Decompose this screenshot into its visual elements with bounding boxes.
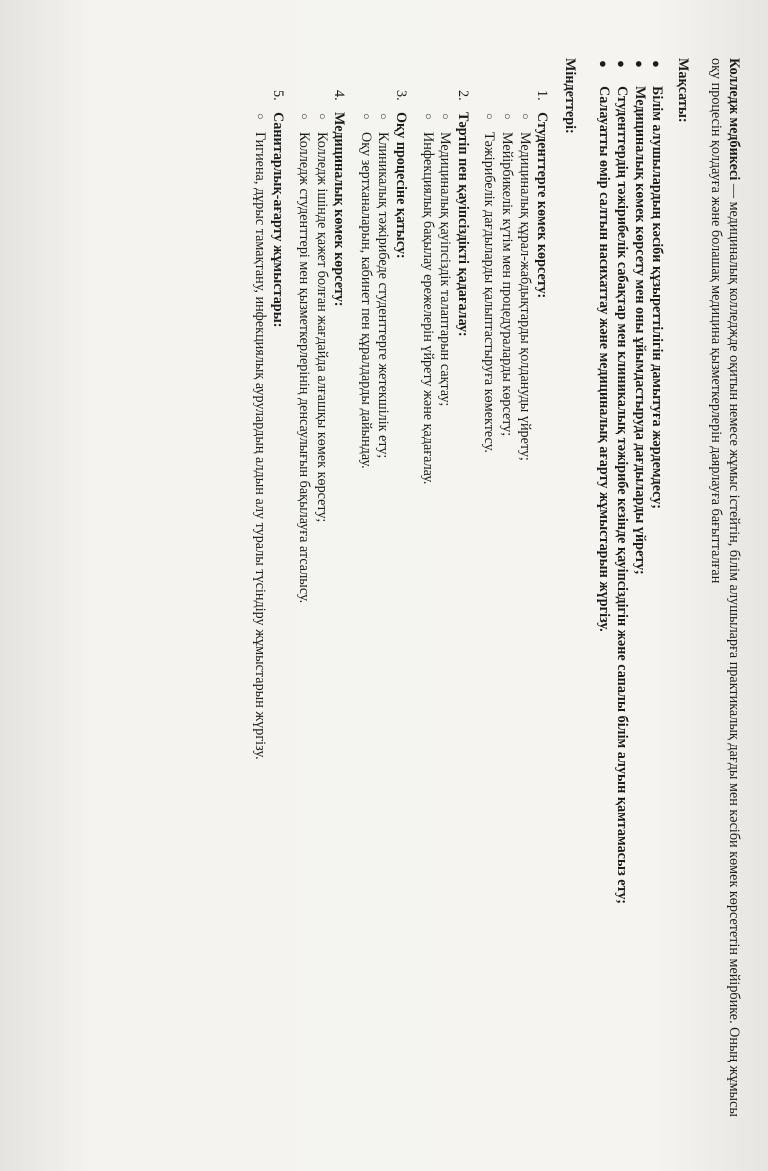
task-subitem [374, 112, 392, 1118]
goal-text: Студенттердің тәжірибелік сабақтар мен клиникалық тәжірибе кезінде қауіпсіздігін және сапалы білім алуын қамтамасыз ету; [614, 86, 631, 904]
goal-text: Білім алушылардың кәсіби құзыреттілігін дамытуға жәрдемдесу; [649, 86, 666, 509]
circle-bullet-icon: ○ [518, 113, 531, 120]
task-number: 3. [393, 90, 410, 101]
task-subitem-text: Мейірбикелік күтім мен процедураларды көрсету; [499, 132, 516, 437]
circle-bullet-icon: ○ [421, 113, 434, 120]
task-subitem [295, 112, 313, 1118]
intro-text: — медициналық колледжде оқитын немесе жұмыс істейтін, білім алушыларға практикалық дағды мен кәсіби көмек көрсететін мейірбике. Оның жұмысы оқу процесін қолдауға және болашақ медицина қызметкерлерін даярлауға бағытталған [708, 58, 742, 1117]
task-subitem-text: Колледж ішінде қажет болған жағдайда алғашқы көмек көрсету; [313, 132, 330, 523]
circle-bullet-icon: ○ [501, 113, 514, 120]
circle-bullet-icon: ○ [298, 113, 311, 120]
task-number: 4. [331, 90, 348, 101]
task-number: 1. [534, 90, 551, 101]
intro-paragraph [707, 58, 742, 1118]
goal-item [630, 58, 648, 1118]
goal-item [595, 58, 613, 1118]
task-subitem-text: Клиникалық тәжірибеде студенттерге жетекшілік ету; [375, 132, 392, 459]
circle-bullet-icon: ○ [359, 113, 372, 120]
tasks-list [250, 58, 550, 1118]
task-item [356, 58, 409, 1118]
task-title: Тәртіп пен қауіпсіздікті қадағалау: [454, 112, 471, 337]
task-subitem [250, 112, 268, 1118]
task-title: Медициналық көмек көрсету: [331, 112, 348, 307]
circle-bullet-icon: ○ [483, 113, 496, 120]
goal-item [612, 58, 630, 1118]
task-subitems [418, 112, 453, 1118]
goals-heading: Мақсаты: [674, 58, 691, 123]
task-item [480, 58, 550, 1118]
task-subitem-text: Тәжірибелік дағдыларды қалыптастыруға көмектесу. [481, 132, 498, 453]
task-subitem [436, 112, 454, 1118]
bullet-icon: ● [631, 60, 647, 68]
goal-text: Салауатты өмір салтын насихаттау және медициналық ағарту жұмыстарын жүргізу. [596, 86, 613, 632]
task-subitem [312, 112, 330, 1118]
task-subitem [497, 112, 515, 1118]
task-subitem-text: Колледж студенттері мен қызметкерлерінің денсаулығын бақылауға атсалысу. [296, 132, 313, 604]
task-subitems [295, 112, 330, 1118]
task-subitems [356, 112, 391, 1118]
task-number: 2. [454, 90, 471, 101]
task-subitem-text: Оқу зертханаларын, кабинет пен құралдарды дайындау. [357, 132, 374, 469]
task-subitems [250, 112, 268, 1118]
task-title: Санитарлық-ағарту жұмыстары: [269, 112, 286, 328]
goal-text: Медициналық көмек көрсету мен оны ұйымдастыруда дағдыларды үйрету; [631, 86, 648, 575]
document-content [241, 58, 742, 1118]
task-title: Оқу процесіне қатысу: [393, 112, 410, 259]
task-subitem-text: Медициналық қауіпсіздік талаптарын сақтау; [437, 132, 454, 407]
task-item [250, 58, 285, 1118]
bullet-icon: ● [649, 60, 665, 68]
task-subitem-text: Гигиена, дұрыс тамақтану, инфекциялық аурулардың алдын алу туралы түсіндіру жұмыстарын жүргізу. [251, 132, 268, 760]
task-item [295, 58, 348, 1118]
task-item [418, 58, 471, 1118]
task-subitem [480, 112, 498, 1118]
goals-list [595, 58, 665, 1118]
goal-item [648, 58, 666, 1118]
bullet-icon: ● [614, 60, 630, 68]
task-subitem [356, 112, 374, 1118]
task-subitem [515, 112, 533, 1118]
task-subitems [480, 112, 533, 1118]
task-subitem-text: Инфекциялық бақылау ережелерін үйрету және қадағалау. [419, 132, 436, 485]
circle-bullet-icon: ○ [315, 113, 328, 120]
bullet-icon: ● [596, 60, 612, 68]
circle-bullet-icon: ○ [253, 113, 266, 120]
task-subitem-text: Медициналық құрал-жабдықтарды қолдануды үйрету; [516, 132, 533, 461]
intro-lead: Колледж медбикесі [726, 58, 742, 181]
tasks-heading: Міндеттері: [561, 58, 578, 134]
task-subitem [418, 112, 436, 1118]
task-number: 5. [269, 90, 286, 101]
circle-bullet-icon: ○ [377, 113, 390, 120]
task-title: Студенттерге көмек көрсету: [534, 112, 551, 299]
circle-bullet-icon: ○ [439, 113, 452, 120]
